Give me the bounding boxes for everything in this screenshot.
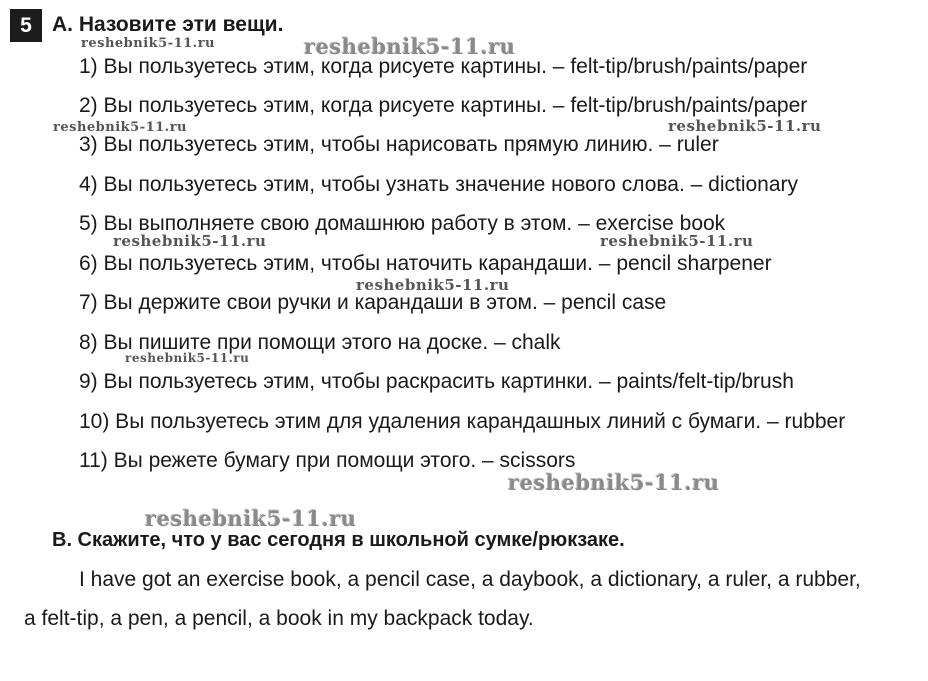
list-item: 9) Вы пользуетесь этим, чтобы раскрасить картинки. – paints/felt-tip/brush [79,370,794,393]
list-item: 1) Вы пользуетесь этим, когда рисуете картины. – felt-tip/brush/paints/paper [79,55,808,78]
watermark: reshebnik5-11.ru [600,232,754,250]
part-a-heading: A. Назовите эти вещи. [52,13,284,36]
list-item: 3) Вы пользуетесь этим, чтобы нарисовать прямую линию. – ruler [79,133,719,156]
answer-text-line: a felt-tip, a pen, a pencil, a book in my backpack today. [24,607,534,630]
list-item: 11) Вы режете бумагу при помощи этого. – scissors [79,449,576,472]
list-item: 10) Вы пользуетесь этим для удаления карандашных линий с бумаги. – rubber [79,410,846,433]
watermark: reshebnik5-11.ru [53,120,188,135]
watermark: reshebnik5-11.ru [125,351,250,365]
watermark: reshebnik5-11.ru [81,36,216,51]
list-item: 8) Вы пишите при помощи этого на доске. – chalk [79,331,561,354]
watermark: reshebnik5-11.ru [113,232,267,250]
list-item: 6) Вы пользуетесь этим, чтобы наточить карандаши. – pencil sharpener [79,252,772,275]
part-b-heading: B. Скажите, что у вас сегодня в школьной сумке/рюкзаке. [52,529,625,551]
answer-text-line: I have got an exercise book, a pencil case, a daybook, a dictionary, a ruler, a rubber, [79,568,861,591]
watermark: reshebnik5-11.ru [668,117,822,135]
list-item: 7) Вы держите свои ручки и карандаши в этом. – pencil case [79,291,667,314]
watermark: reshebnik5-11.ru [145,506,357,531]
list-item: 2) Вы пользуетесь этим, когда рисуете картины. – felt-tip/brush/paints/paper [79,94,808,117]
list-item: 4) Вы пользуетесь этим, чтобы узнать значение нового слова. – dictionary [79,173,799,196]
exercise-number-badge: 5 [10,9,42,42]
watermark: reshebnik5-11.ru [508,470,720,495]
list-item: 5) Вы выполняете свою домашнюю работу в этом. – exercise book [79,212,726,235]
watermark: reshebnik5-11.ru [356,276,510,294]
watermark: reshebnik5-11.ru [304,34,516,59]
